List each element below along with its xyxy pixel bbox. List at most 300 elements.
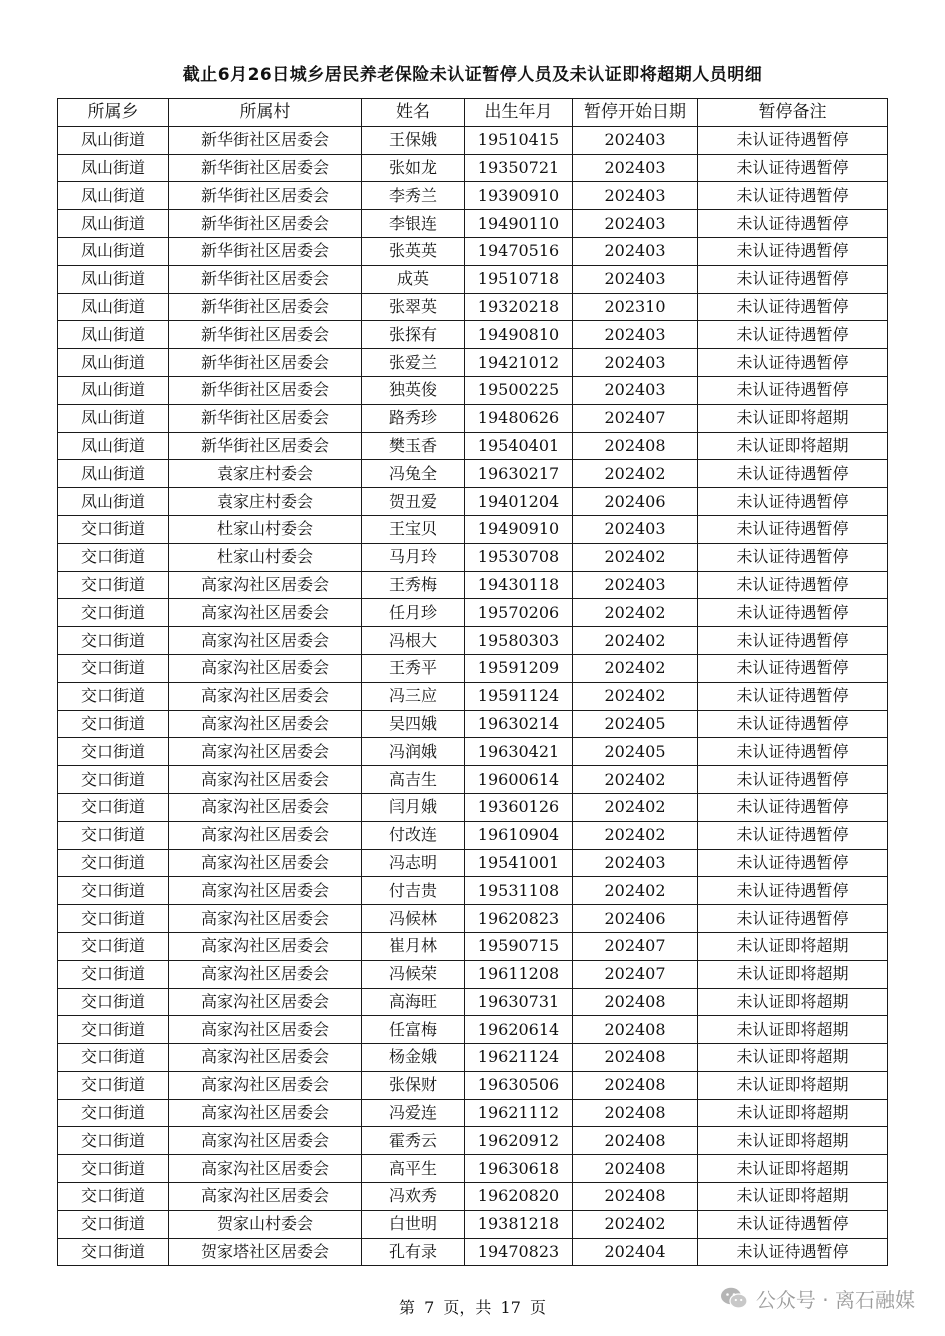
cell-township: 凤山街道 [58, 210, 169, 238]
cell-birth-date: 19611208 [465, 960, 573, 988]
cell-suspension-start: 202403 [573, 376, 698, 404]
cell-suspension-note: 未认证待遇暂停 [698, 126, 888, 154]
cell-birth-date: 19620820 [465, 1183, 573, 1211]
cell-name: 王保娥 [362, 126, 465, 154]
cell-birth-date: 19630214 [465, 710, 573, 738]
cell-suspension-start: 202310 [573, 293, 698, 321]
cell-birth-date: 19600614 [465, 766, 573, 794]
table-row [58, 682, 888, 710]
table-row [58, 738, 888, 766]
cell-name: 杨金娥 [362, 1044, 465, 1072]
cell-suspension-note: 未认证待遇暂停 [698, 849, 888, 877]
cell-birth-date: 19630618 [465, 1155, 573, 1183]
cell-village: 新华街社区居委会 [169, 404, 362, 432]
cell-name: 任富梅 [362, 1016, 465, 1044]
cell-village: 高家沟社区居委会 [169, 571, 362, 599]
page-prefix: 第 [399, 1298, 416, 1317]
cell-name: 冯候林 [362, 905, 465, 933]
cell-birth-date: 19590715 [465, 932, 573, 960]
cell-name: 李秀兰 [362, 182, 465, 210]
cell-birth-date: 19591209 [465, 654, 573, 682]
cell-township: 交口街道 [58, 682, 169, 710]
page-suffix: 页 [529, 1298, 546, 1317]
cell-suspension-note: 未认证即将超期 [698, 1183, 888, 1211]
cell-township: 交口街道 [58, 849, 169, 877]
table-row [58, 905, 888, 933]
cell-suspension-start: 202407 [573, 404, 698, 432]
cell-suspension-note: 未认证待遇暂停 [698, 376, 888, 404]
cell-birth-date: 19510718 [465, 265, 573, 293]
cell-suspension-note: 未认证即将超期 [698, 1044, 888, 1072]
table-row [58, 1044, 888, 1072]
cell-suspension-start: 202402 [573, 877, 698, 905]
cell-suspension-start: 202403 [573, 182, 698, 210]
header-suspension-note: 暂停备注 [698, 99, 888, 127]
cell-township: 凤山街道 [58, 432, 169, 460]
cell-township: 交口街道 [58, 821, 169, 849]
cell-village: 袁家庄村委会 [169, 488, 362, 516]
cell-suspension-note: 未认证待遇暂停 [698, 154, 888, 182]
cell-name: 张保财 [362, 1071, 465, 1099]
cell-name: 贺丑爱 [362, 488, 465, 516]
cell-birth-date: 19610904 [465, 821, 573, 849]
cell-suspension-note: 未认证待遇暂停 [698, 293, 888, 321]
cell-village: 新华街社区居委会 [169, 376, 362, 404]
cell-township: 交口街道 [58, 1099, 169, 1127]
cell-suspension-start: 202402 [573, 1210, 698, 1238]
cell-township: 交口街道 [58, 988, 169, 1016]
wechat-icon [720, 1286, 748, 1310]
cell-township: 凤山街道 [58, 349, 169, 377]
cell-township: 交口街道 [58, 1127, 169, 1155]
table-row [58, 432, 888, 460]
cell-suspension-start: 202408 [573, 1044, 698, 1072]
cell-suspension-start: 202406 [573, 905, 698, 933]
cell-suspension-start: 202403 [573, 210, 698, 238]
cell-suspension-start: 202402 [573, 627, 698, 655]
cell-suspension-start: 202408 [573, 1071, 698, 1099]
cell-suspension-start: 202402 [573, 793, 698, 821]
cell-village: 新华街社区居委会 [169, 182, 362, 210]
cell-suspension-note: 未认证待遇暂停 [698, 460, 888, 488]
cell-birth-date: 19630421 [465, 738, 573, 766]
cell-suspension-note: 未认证待遇暂停 [698, 543, 888, 571]
cell-suspension-start: 202403 [573, 237, 698, 265]
cell-suspension-start: 202402 [573, 682, 698, 710]
cell-birth-date: 19490810 [465, 321, 573, 349]
cell-birth-date: 19470823 [465, 1238, 573, 1266]
cell-township: 交口街道 [58, 877, 169, 905]
table-row [58, 237, 888, 265]
cell-name: 高海旺 [362, 988, 465, 1016]
cell-township: 凤山街道 [58, 488, 169, 516]
cell-village: 高家沟社区居委会 [169, 1183, 362, 1211]
cell-suspension-note: 未认证即将超期 [698, 1155, 888, 1183]
cell-birth-date: 19540401 [465, 432, 573, 460]
page-mid: 页，共 [443, 1298, 492, 1317]
cell-birth-date: 19470516 [465, 237, 573, 265]
cell-township: 交口街道 [58, 1210, 169, 1238]
cell-name: 闫月娥 [362, 793, 465, 821]
header-name: 姓名 [362, 99, 465, 127]
cell-name: 付改连 [362, 821, 465, 849]
table-row [58, 1071, 888, 1099]
table-row [58, 1016, 888, 1044]
table-row [58, 154, 888, 182]
cell-village: 高家沟社区居委会 [169, 682, 362, 710]
cell-township: 交口街道 [58, 710, 169, 738]
cell-village: 新华街社区居委会 [169, 237, 362, 265]
page-title: 截止6月26日城乡居民养老保险未认证暂停人员及未认证即将超期人员明细 [182, 65, 763, 85]
table-row [58, 376, 888, 404]
cell-birth-date: 19621112 [465, 1099, 573, 1127]
cell-birth-date: 19490110 [465, 210, 573, 238]
cell-suspension-note: 未认证待遇暂停 [698, 1238, 888, 1266]
cell-birth-date: 19430118 [465, 571, 573, 599]
cell-name: 冯爱连 [362, 1099, 465, 1127]
cell-name: 冯润娥 [362, 738, 465, 766]
cell-name: 马月玲 [362, 543, 465, 571]
cell-name: 王秀平 [362, 654, 465, 682]
cell-township: 交口街道 [58, 1183, 169, 1211]
cell-township: 交口街道 [58, 960, 169, 988]
cell-birth-date: 19480626 [465, 404, 573, 432]
cell-suspension-note: 未认证即将超期 [698, 1127, 888, 1155]
table-row [58, 988, 888, 1016]
cell-suspension-note: 未认证待遇暂停 [698, 321, 888, 349]
cell-township: 交口街道 [58, 571, 169, 599]
header-suspension-start: 暂停开始日期 [573, 99, 698, 127]
table-row [58, 1155, 888, 1183]
cell-township: 凤山街道 [58, 237, 169, 265]
cell-name: 高平生 [362, 1155, 465, 1183]
table-row [58, 1099, 888, 1127]
table-row [58, 960, 888, 988]
cell-name: 白世明 [362, 1210, 465, 1238]
cell-birth-date: 19630217 [465, 460, 573, 488]
cell-suspension-start: 202408 [573, 988, 698, 1016]
table-row [58, 571, 888, 599]
cell-name: 张爱兰 [362, 349, 465, 377]
cell-township: 凤山街道 [58, 460, 169, 488]
cell-village: 高家沟社区居委会 [169, 738, 362, 766]
cell-name: 张探有 [362, 321, 465, 349]
cell-name: 王宝贝 [362, 515, 465, 543]
cell-township: 交口街道 [58, 627, 169, 655]
cell-village: 杜家山村委会 [169, 543, 362, 571]
cell-village: 高家沟社区居委会 [169, 599, 362, 627]
cell-name: 冯欢秀 [362, 1183, 465, 1211]
cell-township: 交口街道 [58, 1155, 169, 1183]
cell-birth-date: 19360126 [465, 793, 573, 821]
cell-birth-date: 19621124 [465, 1044, 573, 1072]
cell-village: 高家沟社区居委会 [169, 988, 362, 1016]
cell-suspension-note: 未认证待遇暂停 [698, 682, 888, 710]
cell-suspension-start: 202403 [573, 515, 698, 543]
cell-township: 凤山街道 [58, 182, 169, 210]
total-pages: 17 [500, 1298, 521, 1317]
cell-birth-date: 19350721 [465, 154, 573, 182]
cell-township: 交口街道 [58, 1016, 169, 1044]
cell-birth-date: 19570206 [465, 599, 573, 627]
cell-suspension-start: 202407 [573, 932, 698, 960]
cell-village: 新华街社区居委会 [169, 126, 362, 154]
cell-name: 冯兔全 [362, 460, 465, 488]
cell-village: 贺家山村委会 [169, 1210, 362, 1238]
cell-village: 高家沟社区居委会 [169, 710, 362, 738]
cell-birth-date: 19381218 [465, 1210, 573, 1238]
cell-name: 成英 [362, 265, 465, 293]
cell-suspension-start: 202402 [573, 460, 698, 488]
table-header-row [58, 99, 888, 127]
table-row [58, 349, 888, 377]
table-row [58, 821, 888, 849]
cell-village: 新华街社区居委会 [169, 265, 362, 293]
cell-suspension-note: 未认证待遇暂停 [698, 654, 888, 682]
cell-suspension-start: 202406 [573, 488, 698, 516]
cell-birth-date: 19531108 [465, 877, 573, 905]
cell-township: 交口街道 [58, 738, 169, 766]
cell-suspension-note: 未认证即将超期 [698, 960, 888, 988]
cell-suspension-start: 202405 [573, 710, 698, 738]
table-row [58, 627, 888, 655]
cell-birth-date: 19620823 [465, 905, 573, 933]
cell-birth-date: 19620912 [465, 1127, 573, 1155]
cell-township: 交口街道 [58, 515, 169, 543]
cell-suspension-note: 未认证待遇暂停 [698, 877, 888, 905]
table-row [58, 766, 888, 794]
cell-name: 冯根大 [362, 627, 465, 655]
cell-township: 交口街道 [58, 1071, 169, 1099]
cell-birth-date: 19630506 [465, 1071, 573, 1099]
cell-suspension-note: 未认证待遇暂停 [698, 793, 888, 821]
cell-township: 凤山街道 [58, 404, 169, 432]
watermark-text: 公众号 · 离石融媒 [755, 1287, 915, 1312]
cell-suspension-start: 202408 [573, 1183, 698, 1211]
table-row [58, 543, 888, 571]
cell-suspension-note: 未认证待遇暂停 [698, 627, 888, 655]
cell-township: 交口街道 [58, 793, 169, 821]
table-row [58, 599, 888, 627]
cell-name: 孔有录 [362, 1238, 465, 1266]
cell-suspension-note: 未认证待遇暂停 [698, 571, 888, 599]
cell-suspension-note: 未认证待遇暂停 [698, 599, 888, 627]
cell-township: 凤山街道 [58, 293, 169, 321]
cell-village: 高家沟社区居委会 [169, 654, 362, 682]
cell-suspension-start: 202408 [573, 1016, 698, 1044]
cell-name: 路秀珍 [362, 404, 465, 432]
cell-suspension-note: 未认证待遇暂停 [698, 710, 888, 738]
table-row [58, 1127, 888, 1155]
cell-suspension-note: 未认证即将超期 [698, 932, 888, 960]
watermark [720, 1284, 915, 1312]
cell-name: 樊玉香 [362, 432, 465, 460]
cell-suspension-note: 未认证待遇暂停 [698, 905, 888, 933]
cell-township: 凤山街道 [58, 376, 169, 404]
cell-suspension-start: 202402 [573, 766, 698, 794]
current-page: 7 [424, 1298, 435, 1317]
cell-suspension-start: 202403 [573, 126, 698, 154]
cell-township: 交口街道 [58, 654, 169, 682]
cell-name: 吴四娥 [362, 710, 465, 738]
cell-suspension-note: 未认证即将超期 [698, 1071, 888, 1099]
cell-suspension-note: 未认证待遇暂停 [698, 265, 888, 293]
table-row [58, 1183, 888, 1211]
cell-suspension-note: 未认证待遇暂停 [698, 182, 888, 210]
cell-village: 新华街社区居委会 [169, 349, 362, 377]
table-row [58, 515, 888, 543]
cell-township: 交口街道 [58, 543, 169, 571]
table-row [58, 293, 888, 321]
header-township: 所属乡 [58, 99, 169, 127]
cell-village: 高家沟社区居委会 [169, 1044, 362, 1072]
cell-name: 张如龙 [362, 154, 465, 182]
cell-suspension-start: 202402 [573, 654, 698, 682]
cell-village: 高家沟社区居委会 [169, 1099, 362, 1127]
cell-village: 新华街社区居委会 [169, 210, 362, 238]
header-birth-date: 出生年月 [465, 99, 573, 127]
cell-village: 高家沟社区居委会 [169, 849, 362, 877]
table-row [58, 1210, 888, 1238]
cell-birth-date: 19620614 [465, 1016, 573, 1044]
table-row [58, 710, 888, 738]
cell-birth-date: 19630731 [465, 988, 573, 1016]
cell-birth-date: 19580303 [465, 627, 573, 655]
cell-birth-date: 19541001 [465, 849, 573, 877]
cell-name: 付吉贵 [362, 877, 465, 905]
cell-suspension-start: 202408 [573, 1099, 698, 1127]
cell-suspension-note: 未认证待遇暂停 [698, 349, 888, 377]
table-row [58, 877, 888, 905]
cell-suspension-start: 202405 [573, 738, 698, 766]
cell-suspension-note: 未认证待遇暂停 [698, 488, 888, 516]
cell-suspension-note: 未认证待遇暂停 [698, 237, 888, 265]
cell-township: 凤山街道 [58, 154, 169, 182]
cell-suspension-start: 202403 [573, 321, 698, 349]
cell-suspension-start: 202408 [573, 432, 698, 460]
cell-village: 高家沟社区居委会 [169, 1155, 362, 1183]
cell-village: 高家沟社区居委会 [169, 1016, 362, 1044]
cell-birth-date: 19320218 [465, 293, 573, 321]
cell-township: 交口街道 [58, 905, 169, 933]
cell-township: 交口街道 [58, 932, 169, 960]
cell-suspension-start: 202404 [573, 1238, 698, 1266]
cell-suspension-note: 未认证待遇暂停 [698, 821, 888, 849]
cell-name: 任月珍 [362, 599, 465, 627]
cell-suspension-note: 未认证即将超期 [698, 1016, 888, 1044]
cell-suspension-start: 202402 [573, 543, 698, 571]
cell-birth-date: 19401204 [465, 488, 573, 516]
cell-suspension-note: 未认证即将超期 [698, 432, 888, 460]
table-row [58, 321, 888, 349]
cell-birth-date: 19500225 [465, 376, 573, 404]
cell-suspension-start: 202402 [573, 821, 698, 849]
cell-suspension-note: 未认证待遇暂停 [698, 515, 888, 543]
cell-suspension-note: 未认证即将超期 [698, 1099, 888, 1127]
cell-birth-date: 19421012 [465, 349, 573, 377]
table-row [58, 1238, 888, 1266]
cell-village: 高家沟社区居委会 [169, 877, 362, 905]
personnel-table [57, 98, 888, 1266]
cell-birth-date: 19530708 [465, 543, 573, 571]
cell-birth-date: 19490910 [465, 515, 573, 543]
cell-township: 交口街道 [58, 1044, 169, 1072]
cell-birth-date: 19390910 [465, 182, 573, 210]
cell-name: 独英俊 [362, 376, 465, 404]
cell-suspension-start: 202408 [573, 1127, 698, 1155]
cell-suspension-start: 202403 [573, 849, 698, 877]
cell-suspension-note: 未认证即将超期 [698, 988, 888, 1016]
cell-township: 凤山街道 [58, 321, 169, 349]
cell-suspension-start: 202403 [573, 571, 698, 599]
cell-village: 高家沟社区居委会 [169, 793, 362, 821]
cell-suspension-start: 202403 [573, 265, 698, 293]
cell-name: 李银连 [362, 210, 465, 238]
cell-suspension-start: 202403 [573, 349, 698, 377]
cell-suspension-note: 未认证即将超期 [698, 404, 888, 432]
table-row [58, 793, 888, 821]
table-row [58, 654, 888, 682]
cell-name: 冯志明 [362, 849, 465, 877]
cell-township: 交口街道 [58, 1238, 169, 1266]
cell-village: 高家沟社区居委会 [169, 932, 362, 960]
cell-name: 冯三应 [362, 682, 465, 710]
cell-village: 高家沟社区居委会 [169, 905, 362, 933]
cell-name: 霍秀云 [362, 1127, 465, 1155]
cell-village: 袁家庄村委会 [169, 460, 362, 488]
cell-suspension-note: 未认证待遇暂停 [698, 738, 888, 766]
table-row [58, 932, 888, 960]
table-row [58, 126, 888, 154]
table-row [58, 210, 888, 238]
cell-village: 新华街社区居委会 [169, 154, 362, 182]
table-row [58, 404, 888, 432]
table-row [58, 265, 888, 293]
cell-name: 崔月林 [362, 932, 465, 960]
cell-birth-date: 19510415 [465, 126, 573, 154]
cell-suspension-start: 202403 [573, 154, 698, 182]
cell-township: 交口街道 [58, 766, 169, 794]
cell-suspension-start: 202408 [573, 1155, 698, 1183]
cell-birth-date: 19591124 [465, 682, 573, 710]
cell-village: 新华街社区居委会 [169, 432, 362, 460]
cell-village: 高家沟社区居委会 [169, 1071, 362, 1099]
cell-name: 张翠英 [362, 293, 465, 321]
cell-suspension-note: 未认证待遇暂停 [698, 766, 888, 794]
cell-village: 高家沟社区居委会 [169, 1127, 362, 1155]
cell-village: 杜家山村委会 [169, 515, 362, 543]
header-village: 所属村 [169, 99, 362, 127]
cell-suspension-note: 未认证待遇暂停 [698, 1210, 888, 1238]
table-row [58, 488, 888, 516]
cell-name: 高吉生 [362, 766, 465, 794]
cell-suspension-start: 202402 [573, 599, 698, 627]
cell-name: 冯候荣 [362, 960, 465, 988]
table-row [58, 182, 888, 210]
table-row [58, 460, 888, 488]
cell-village: 贺家塔社区居委会 [169, 1238, 362, 1266]
cell-suspension-start: 202407 [573, 960, 698, 988]
cell-township: 凤山街道 [58, 126, 169, 154]
cell-suspension-note: 未认证待遇暂停 [698, 210, 888, 238]
cell-name: 张英英 [362, 237, 465, 265]
cell-village: 新华街社区居委会 [169, 293, 362, 321]
cell-village: 高家沟社区居委会 [169, 821, 362, 849]
cell-village: 高家沟社区居委会 [169, 627, 362, 655]
cell-township: 凤山街道 [58, 265, 169, 293]
cell-village: 高家沟社区居委会 [169, 766, 362, 794]
cell-township: 交口街道 [58, 599, 169, 627]
